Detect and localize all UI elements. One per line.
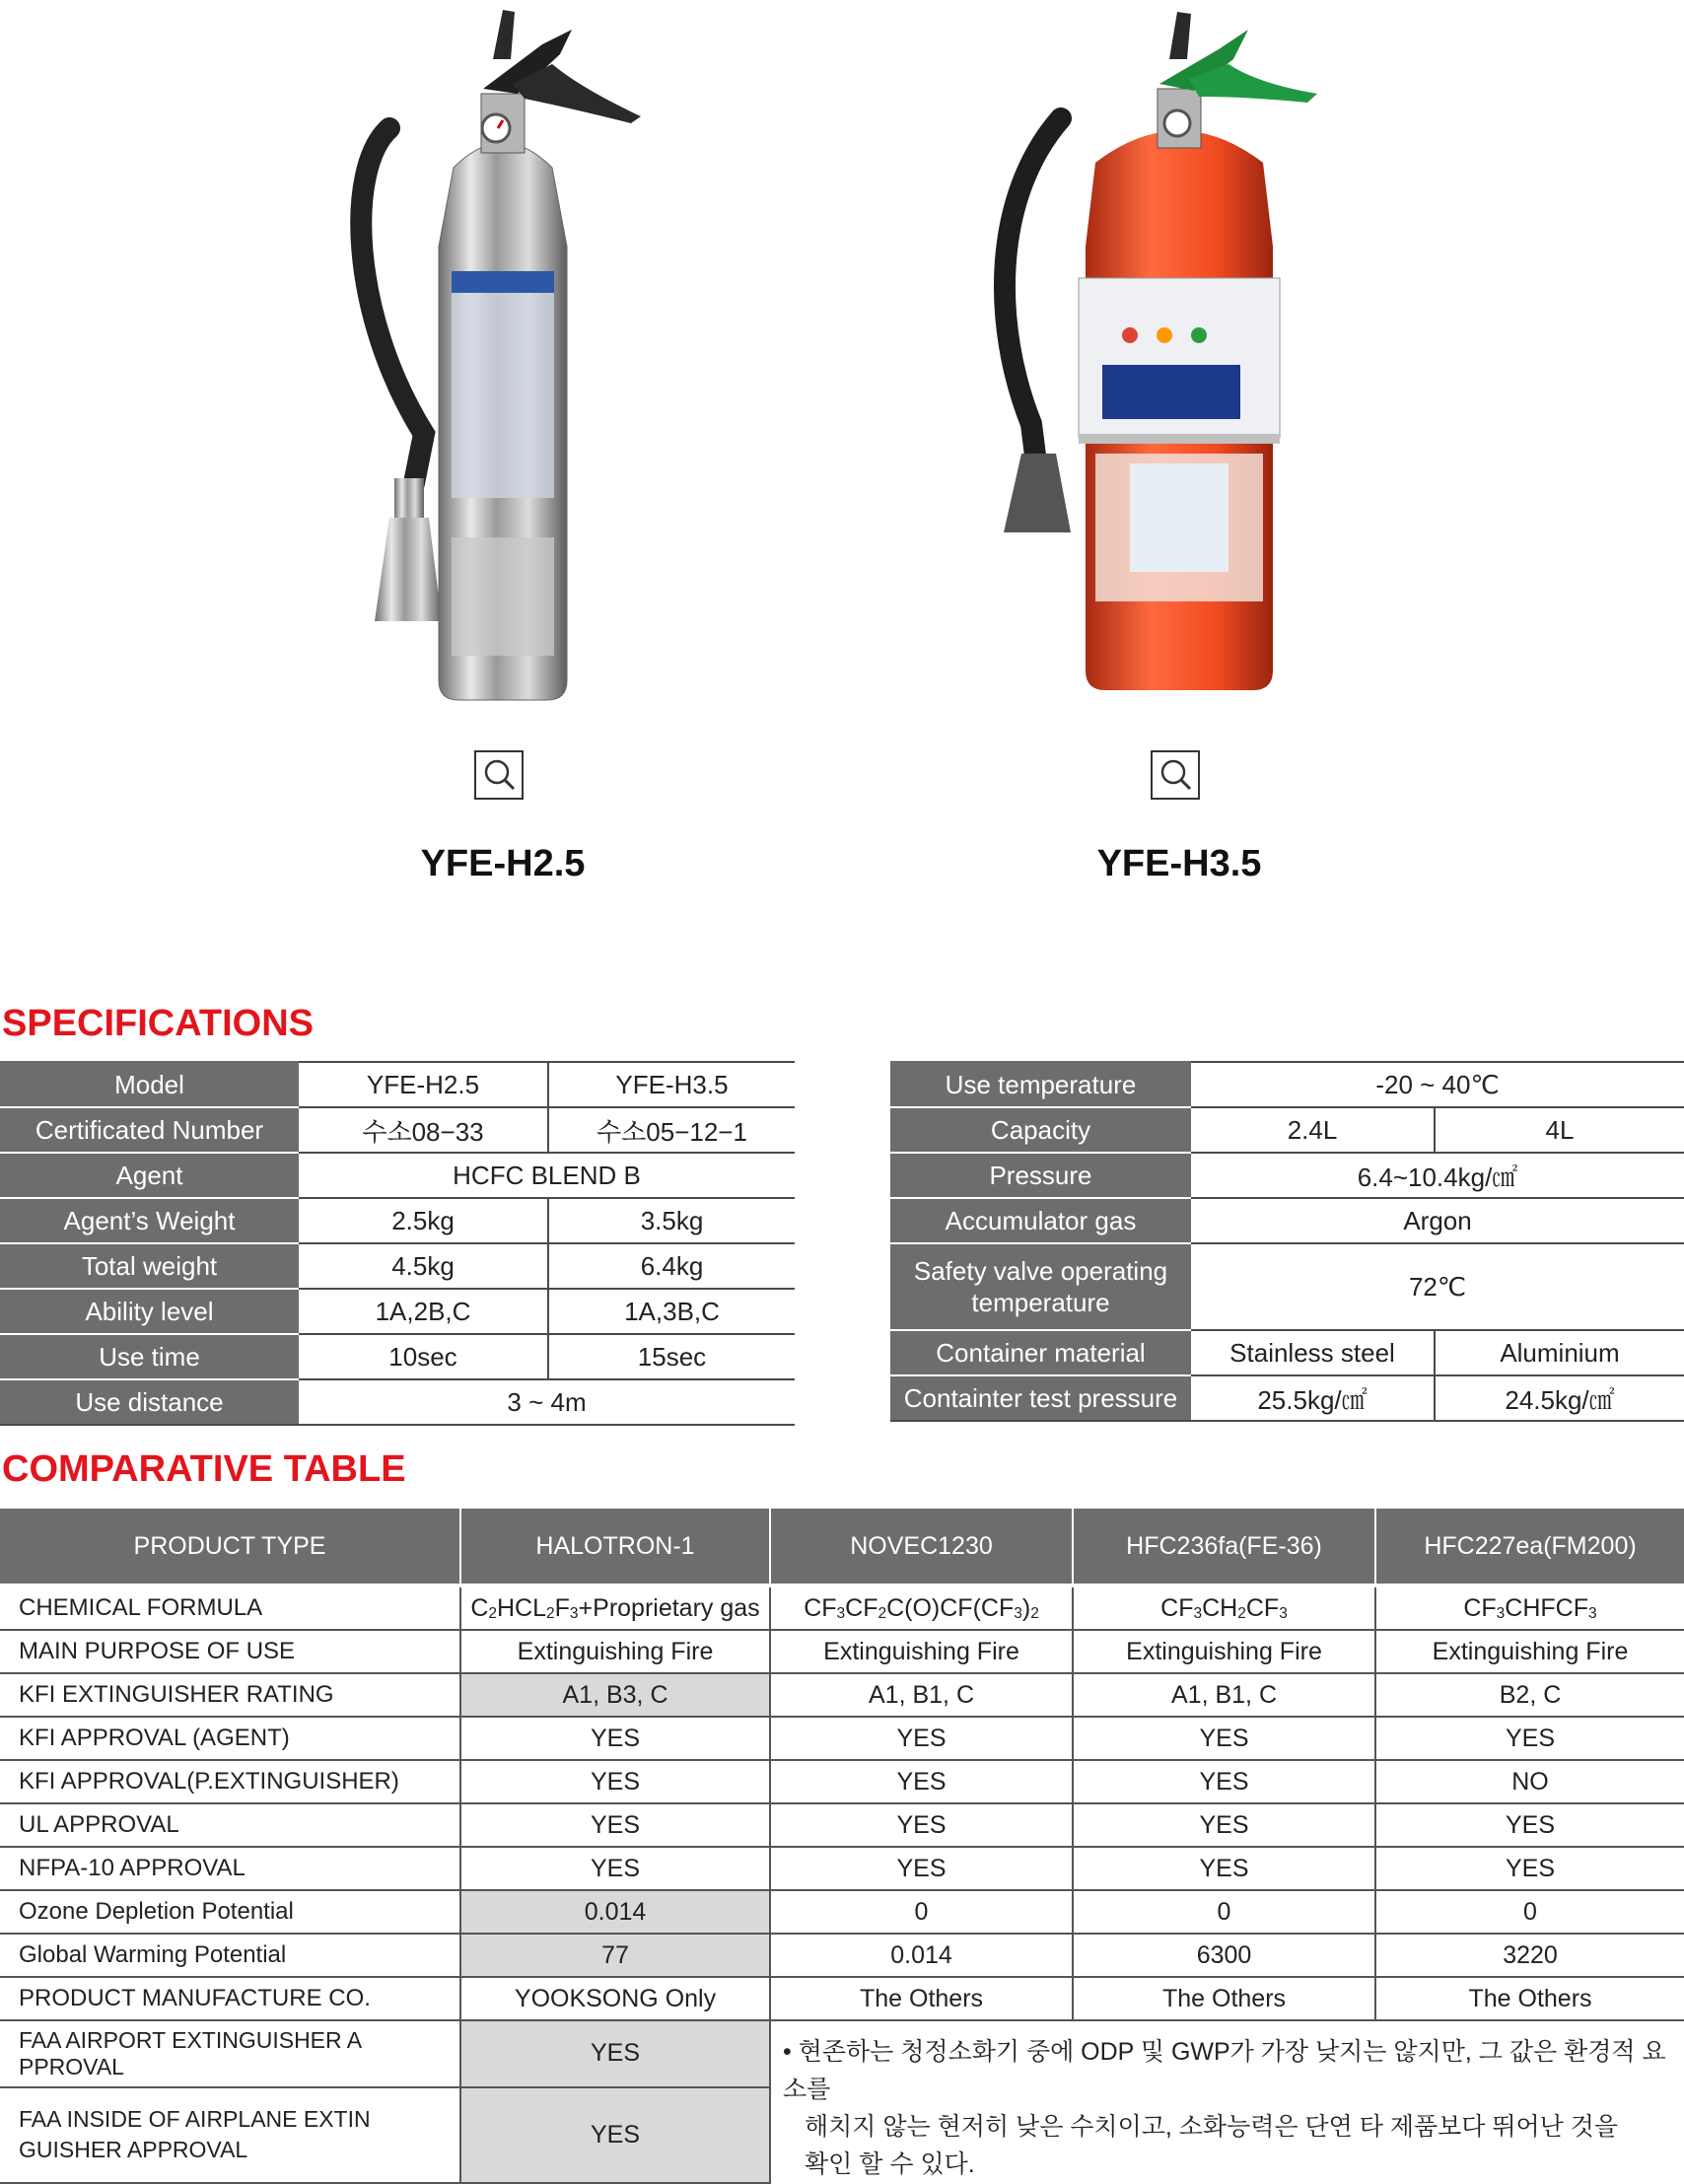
zoom-button-h35[interactable] bbox=[1151, 750, 1200, 800]
cell-value: 77 bbox=[460, 1934, 770, 1977]
cell-value: The Others bbox=[1073, 1977, 1375, 2020]
cell-value: Extinguishing Fire bbox=[1375, 1630, 1684, 1673]
cell-value: YES bbox=[460, 2087, 770, 2183]
row-label bbox=[0, 2087, 460, 2183]
cell-value: YES bbox=[770, 1847, 1073, 1890]
table-row bbox=[0, 1977, 1684, 2020]
table-row bbox=[0, 1760, 1684, 1803]
cell-value: 0.014 bbox=[460, 1890, 770, 1934]
spec-value: 3.5kg bbox=[548, 1198, 795, 1243]
note-line: 해치지 않는 현저히 낮은 수치이고, 소화능력은 단연 타 제품보다 뛰어난 것을 bbox=[805, 2113, 1619, 2141]
spec-value: 24.5kg/㎠ bbox=[1435, 1375, 1684, 1421]
cell-value: YES bbox=[1073, 1803, 1375, 1847]
zoom-button-h25[interactable] bbox=[474, 750, 524, 800]
spec-row-agent bbox=[0, 1153, 795, 1198]
spec-label-line: temperature bbox=[971, 1288, 1110, 1317]
cell-value: The Others bbox=[1375, 1977, 1684, 2020]
row-label: UL APPROVAL bbox=[0, 1803, 460, 1847]
table-row-formula bbox=[0, 1585, 1684, 1630]
cell-value: YES bbox=[1073, 1717, 1375, 1760]
cell-value: 3220 bbox=[1375, 1934, 1684, 1977]
spec-value: 10sec bbox=[299, 1334, 548, 1379]
spec-row-model bbox=[0, 1062, 795, 1107]
comparative-header-row bbox=[0, 1509, 1684, 1585]
cell-value: 0 bbox=[1073, 1890, 1375, 1934]
cell-value: Extinguishing Fire bbox=[770, 1630, 1073, 1673]
cell-value: YES bbox=[460, 1847, 770, 1890]
spec-row-pressure bbox=[890, 1153, 1684, 1198]
cell-value: YES bbox=[1073, 1847, 1375, 1890]
formula-hfc236: $CF_3CH_2CF_3$ bbox=[1073, 1585, 1375, 1630]
cell-value: 0 bbox=[1375, 1890, 1684, 1934]
row-label: KFI EXTINGUISHER RATING bbox=[0, 1673, 460, 1717]
row-label: NFPA-10 APPROVAL bbox=[0, 1847, 460, 1890]
spec-row-accumulator bbox=[890, 1198, 1684, 1243]
spec-row-cert bbox=[0, 1107, 795, 1153]
cell-value: NO bbox=[1375, 1760, 1684, 1803]
row-label: KFI APPROVAL(P.EXTINGUISHER) bbox=[0, 1760, 460, 1803]
note-line: 확인 할 수 있다. bbox=[805, 2150, 975, 2178]
spec-value: 2.4L bbox=[1191, 1107, 1435, 1153]
spec-row-material bbox=[890, 1330, 1684, 1375]
cell-value: 0.014 bbox=[770, 1934, 1073, 1977]
spec-row-safety-valve bbox=[890, 1243, 1684, 1330]
column-header: HALOTRON-1 bbox=[460, 1509, 770, 1585]
spec-value: 수소08−33 bbox=[299, 1107, 548, 1153]
cell-value: YES bbox=[460, 1760, 770, 1803]
cell-value: YES bbox=[460, 1803, 770, 1847]
cell-value: B2, C bbox=[1375, 1673, 1684, 1717]
row-label: CHEMICAL FORMULA bbox=[0, 1585, 460, 1630]
spec-label: Containter test pressure bbox=[890, 1375, 1191, 1421]
spec-value: 2.5kg bbox=[299, 1198, 548, 1243]
cell-value: YES bbox=[1375, 1803, 1684, 1847]
column-header: PRODUCT TYPE bbox=[0, 1509, 460, 1585]
comparative-heading: COMPARATIVE TABLE bbox=[2, 1448, 406, 1490]
spec-row-total-weight bbox=[0, 1243, 795, 1289]
spec-label: Use time bbox=[0, 1334, 299, 1379]
spec-value: 수소05−12−1 bbox=[548, 1107, 795, 1153]
column-header: HFC227ea(FM200) bbox=[1375, 1509, 1684, 1585]
cell-value: 6300 bbox=[1073, 1934, 1375, 1977]
specifications-heading: SPECIFICATIONS bbox=[2, 1003, 314, 1044]
spec-label bbox=[890, 1243, 1191, 1330]
table-row bbox=[0, 1717, 1684, 1760]
spec-value: -20 ~ 40℃ bbox=[1191, 1062, 1684, 1107]
spec-row-agent-weight bbox=[0, 1198, 795, 1243]
row-label: Global Warming Potential bbox=[0, 1934, 460, 1977]
table-row bbox=[0, 1890, 1684, 1934]
row-label: PRODUCT MANUFACTURE CO. bbox=[0, 1977, 460, 2020]
cell-value: Extinguishing Fire bbox=[460, 1630, 770, 1673]
spec-label: Accumulator gas bbox=[890, 1198, 1191, 1243]
spec-label: Ability level bbox=[0, 1289, 299, 1334]
formula-novec: $CF_3CF_2C(O)CF(CF_3)_2$ bbox=[770, 1585, 1073, 1630]
cell-value: A1, B3, C bbox=[460, 1673, 770, 1717]
product-name-h35: YFE-H3.5 bbox=[1096, 843, 1262, 884]
row-label: Ozone Depletion Potential bbox=[0, 1890, 460, 1934]
spec-label: Model bbox=[0, 1062, 299, 1107]
cell-value: YOOKSONG Only bbox=[460, 1977, 770, 2020]
row-label: KFI APPROVAL (AGENT) bbox=[0, 1717, 460, 1760]
spec-label-line: Safety valve operating bbox=[913, 1256, 1168, 1286]
spec-value: 4.5kg bbox=[299, 1243, 548, 1289]
table-row bbox=[0, 1630, 1684, 1673]
formula-halotron: $C_2HCL_2F_3+Proprietary$ gas bbox=[460, 1585, 770, 1630]
magnifier-icon bbox=[1153, 752, 1198, 798]
spec-value: 3 ~ 4m bbox=[299, 1379, 795, 1425]
row-label-line: GUISHER APPROVAL bbox=[19, 2137, 248, 2163]
note-line: • 현존하는 청정소화기 중에 ODP 및 GWP가 가장 낮지는 않지만, 그 값은 환경적 요소를 bbox=[783, 2038, 1666, 2103]
spec-label: Container material bbox=[890, 1330, 1191, 1375]
cell-value: YES bbox=[770, 1803, 1073, 1847]
comparative-body bbox=[0, 1630, 1684, 2020]
spec-value: Aluminium bbox=[1435, 1330, 1684, 1375]
row-label: FAA AIRPORT EXTINGUISHER A PPROVAL bbox=[0, 2020, 460, 2087]
cell-value: YES bbox=[770, 1760, 1073, 1803]
column-header: HFC236fa(FE-36) bbox=[1073, 1509, 1375, 1585]
spec-value: YFE-H3.5 bbox=[548, 1062, 795, 1107]
spec-row-distance bbox=[0, 1379, 795, 1425]
spec-value: YFE-H2.5 bbox=[299, 1062, 548, 1107]
spec-label: Certificated Number bbox=[0, 1107, 299, 1153]
cell-value: YES bbox=[1375, 1847, 1684, 1890]
spec-row-ability bbox=[0, 1289, 795, 1334]
spec-value: 6.4kg bbox=[548, 1243, 795, 1289]
product-name-h25: YFE-H2.5 bbox=[420, 843, 586, 884]
comparative-table bbox=[0, 1509, 1684, 2184]
row-label: MAIN PURPOSE OF USE bbox=[0, 1630, 460, 1673]
spec-value: 72℃ bbox=[1191, 1243, 1684, 1330]
table-row bbox=[0, 1934, 1684, 1977]
spec-label: Total weight bbox=[0, 1243, 299, 1289]
spec-value: 6.4~10.4kg/㎠ bbox=[1191, 1153, 1684, 1198]
spec-value: Argon bbox=[1191, 1198, 1684, 1243]
cell-value: YES bbox=[460, 2020, 770, 2087]
spec-label: Use temperature bbox=[890, 1062, 1191, 1107]
spec-label: Use distance bbox=[0, 1379, 299, 1425]
table-row-faa-airport bbox=[0, 2020, 1684, 2087]
spec-label: Pressure bbox=[890, 1153, 1191, 1198]
cell-value: 0 bbox=[770, 1890, 1073, 1934]
formula-hfc227: $CF_3CHFCF_3$ bbox=[1375, 1585, 1684, 1630]
spec-row-temperature bbox=[890, 1062, 1684, 1107]
column-header: NOVEC1230 bbox=[770, 1509, 1073, 1585]
cell-value: YES bbox=[460, 1717, 770, 1760]
cell-value: The Others bbox=[770, 1977, 1073, 2020]
comparative-note bbox=[770, 2020, 1684, 2183]
cell-value: Extinguishing Fire bbox=[1073, 1630, 1375, 1673]
cell-value: A1, B1, C bbox=[770, 1673, 1073, 1717]
cell-value: A1, B1, C bbox=[1073, 1673, 1375, 1717]
spec-label: Capacity bbox=[890, 1107, 1191, 1153]
extinguisher-red-photo bbox=[933, 0, 1426, 710]
spec-value: Stainless steel bbox=[1191, 1330, 1435, 1375]
spec-label: Agent bbox=[0, 1153, 299, 1198]
spec-value: 1A,2B,C bbox=[299, 1289, 548, 1334]
table-row bbox=[0, 1847, 1684, 1890]
cell-value: YES bbox=[770, 1717, 1073, 1760]
magnifier-icon bbox=[476, 752, 522, 798]
table-row bbox=[0, 1673, 1684, 1717]
spec-table-left bbox=[0, 1061, 795, 1426]
spec-row-capacity bbox=[890, 1107, 1684, 1153]
row-label-line: FAA INSIDE OF AIRPLANE EXTIN bbox=[19, 2106, 371, 2133]
table-row bbox=[0, 1803, 1684, 1847]
spec-value: HCFC BLEND B bbox=[299, 1153, 795, 1198]
spec-value: 1A,3B,C bbox=[548, 1289, 795, 1334]
spec-row-test-pressure bbox=[890, 1375, 1684, 1421]
spec-row-use-time bbox=[0, 1334, 795, 1379]
cell-value: YES bbox=[1375, 1717, 1684, 1760]
spec-table-right bbox=[890, 1061, 1684, 1422]
extinguisher-stainless-photo bbox=[256, 0, 749, 710]
spec-value: 15sec bbox=[548, 1334, 795, 1379]
spec-value: 25.5kg/㎠ bbox=[1191, 1375, 1435, 1421]
spec-label: Agent’s Weight bbox=[0, 1198, 299, 1243]
cell-value: YES bbox=[1073, 1760, 1375, 1803]
spec-value: 4L bbox=[1435, 1107, 1684, 1153]
